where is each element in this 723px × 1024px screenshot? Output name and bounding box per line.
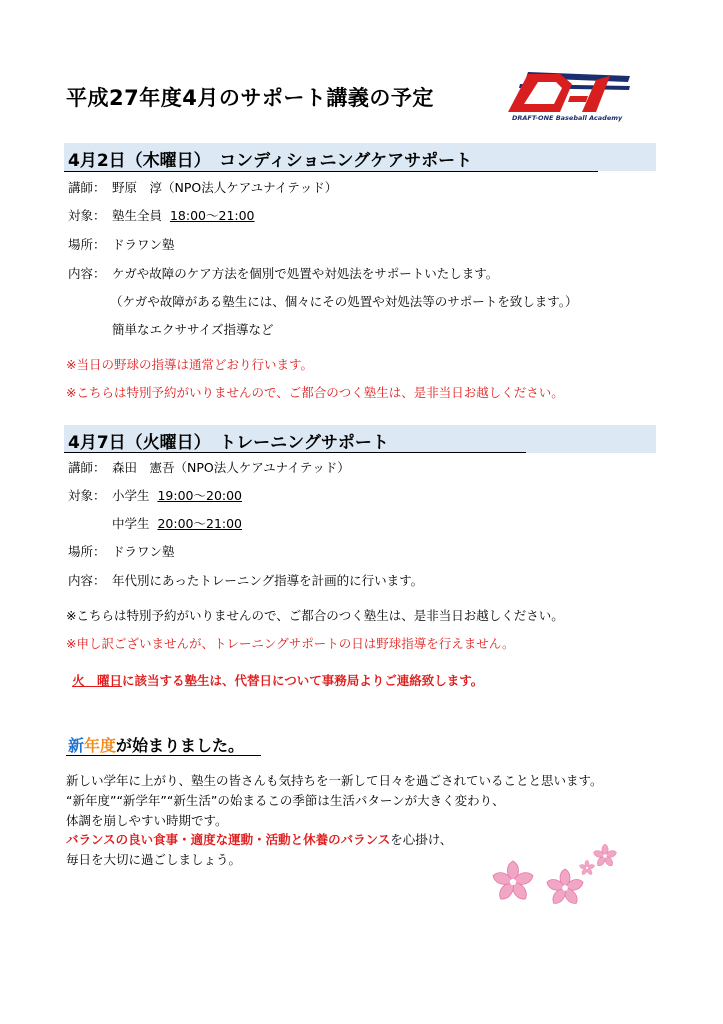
section1-heading: 4月2日（木曜日） コンディショニングケアサポート <box>68 151 473 171</box>
content-line-3: 簡単なエクササイズ指導など <box>112 322 274 337</box>
content-line-1: ケガや故障のケア方法を個別で処置や対処法をサポートいたします。 <box>112 266 499 281</box>
section1-place-row <box>68 235 175 253</box>
page-title: 平成27年度4月のサポート講義の予定 <box>66 86 434 110</box>
section2-divider <box>64 452 526 453</box>
title-char-shin: 新 <box>68 736 85 755</box>
new-year-title <box>68 733 244 756</box>
new-year-line-3: 体調を崩しやすい時期です。 <box>66 813 228 828</box>
section2-target-row-b <box>112 514 242 532</box>
target-label: 対象： <box>68 488 106 503</box>
logo-subtitle: DRAFT-ONE Baseball Academy <box>512 114 623 122</box>
target-b-time: 20:00～21:00 <box>157 516 243 531</box>
target-label: 対象： <box>68 208 106 223</box>
content-value: 年代別にあったトレーニング指導を計画的に行います。 <box>112 573 424 588</box>
new-year-line-5: 毎日を大切に過ごしましょう。 <box>66 852 242 867</box>
section2-target-row-a <box>68 486 242 504</box>
section2-note-2: ※申し訳ございませんが、トレーニングサポートの日は野球指導を行えません。 <box>66 636 515 651</box>
target-b-value: 中学生 <box>112 516 150 531</box>
section2-place-row <box>68 542 175 560</box>
line-4-rest: を心掛け、 <box>390 832 453 847</box>
section1-instructor-row <box>68 178 337 196</box>
section1-divider <box>64 171 598 172</box>
instructor-label: 講師： <box>68 460 106 475</box>
new-year-line-2: “新年度”“新学年”“新生活”の始まるこの季節は生活パターンが大きく変わり、 <box>66 793 505 808</box>
section1-target-row <box>68 206 255 224</box>
target-value: 塾生全員 <box>112 208 163 223</box>
section2-heading: 4月7日（火曜日） トレーニングサポート <box>68 433 389 453</box>
note-3-rest: に該当する塾生は、代替日について事務局よりご連絡致します。 <box>122 673 484 688</box>
new-year-underline <box>66 755 261 756</box>
new-year-line-4 <box>66 830 452 848</box>
place-label: 場所： <box>68 237 106 252</box>
target-a-value: 小学生 <box>112 488 150 503</box>
section2-heading-band <box>64 425 656 453</box>
content-label: 内容： <box>68 573 106 588</box>
section1-content-row <box>68 264 498 282</box>
new-year-line-1: 新しい学年に上がり、塾生の皆さんも気持ちを一新して日々を過ごされていることと思います。 <box>66 773 603 788</box>
place-value: ドラワン塾 <box>112 544 175 559</box>
instructor-label: 講師： <box>68 180 106 195</box>
content-label: 内容： <box>68 266 106 281</box>
sakura-decoration <box>475 838 635 918</box>
section2-note-3 <box>72 671 483 689</box>
title-char-do: 度 <box>100 736 117 755</box>
target-a-time: 19:00～20:00 <box>157 488 243 503</box>
place-label: 場所： <box>68 544 106 559</box>
draft-one-logo <box>500 62 635 130</box>
balance-emphasis: バランスの良い食事・適度な運動・活動と休養のバランス <box>66 832 391 847</box>
content-line-2: （ケガや故障がある塾生には、個々にその処置や対処法等のサポートを致します。） <box>110 294 578 309</box>
sakura-flowers-icon <box>475 838 635 918</box>
instructor-value: 森田 憲吾（NPO法人ケアユナイテッド） <box>112 460 350 475</box>
title-char-nen: 年 <box>84 736 101 755</box>
instructor-value: 野原 淳（NPO法人ケアユナイテッド） <box>112 180 338 195</box>
target-time: 18:00～21:00 <box>169 208 255 223</box>
section2-note-1: ※こちらは特別予約がいりませんので、ご都合のつく塾生は、是非当日お越しください。 <box>66 608 564 623</box>
tuesday-underlined: 火 曜日 <box>72 673 123 688</box>
section1-note-1: ※当日の野球の指導は通常どおり行います。 <box>66 357 313 372</box>
title-rest: が始まりました。 <box>116 736 245 755</box>
section2-instructor-row <box>68 458 350 476</box>
place-value: ドラワン塾 <box>112 237 175 252</box>
section1-heading-band <box>64 143 656 171</box>
section1-note-2: ※こちらは特別予約がいりませんので、ご都合のつく塾生は、是非当日お越しください。 <box>66 385 564 400</box>
section2-content-row <box>68 571 423 589</box>
